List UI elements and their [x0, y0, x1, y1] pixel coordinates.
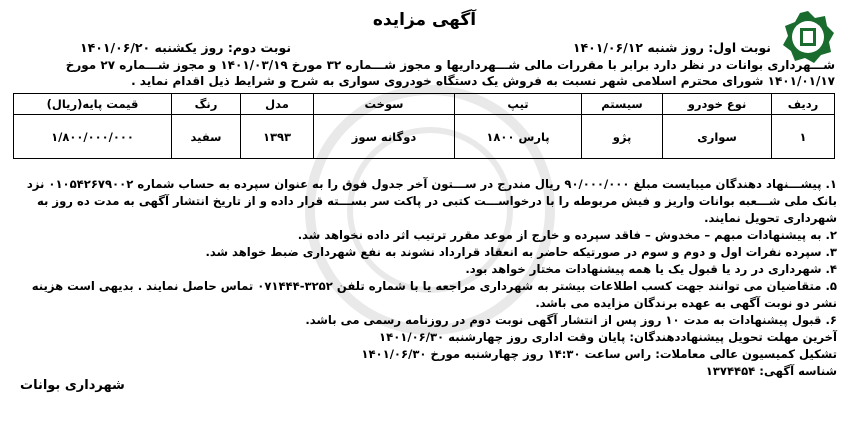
- second-notice-date: نوبت دوم: روز یکشنبه ۱۴۰۱/۰۶/۲۰: [80, 40, 292, 55]
- table-cell: ۱: [772, 115, 835, 159]
- table-row: [14, 115, 835, 159]
- table-cell: سواری: [663, 115, 772, 159]
- term-item: ۱. پیشـــنهاد دهندگان میبایست مبلغ ۹۰/۰۰۰/۰۰۰ ریال مندرج در ســـتون آخر جدول فوق را به عنوان سپرده به حساب شماره ۰۱۰۵۴۲۶۷۹۰۰۲ نزد بانک ملی شـــعبه بوانات واریز و فیش مربوطه را با درخواســـت کتبی در پاکت سر بســـته قرار داده و از تاریخ انتشار آگهی به مدت ده روز به شهرداری تحویل نمایند.: [26, 177, 837, 225]
- table-cell: پژو: [582, 115, 663, 159]
- commission-line: تشکیل کمیسیون عالی معاملات: راس ساعت ۱۴:۳۰ روز چهارشنبه مورخ ۱۴۰۱/۰۶/۳۰: [361, 347, 837, 361]
- terms-list: [10, 176, 837, 380]
- table-cell: پارس ۱۸۰۰: [455, 115, 582, 159]
- notice-id-line: شناسه آگهی: ۱۳۷۴۴۵۴: [705, 364, 837, 378]
- column-header: رنگ: [172, 94, 241, 115]
- table-cell: دوگانه سوز: [314, 115, 455, 159]
- column-header: سیستم: [582, 94, 663, 115]
- column-header: ردیف: [772, 94, 835, 115]
- column-header: نوع خودرو: [663, 94, 772, 115]
- intro-paragraph: شـــهرداری بوانات در نظر دارد برابر با مقررات مالی شـــهرداریها و مجوز شـــماره ۳۲ مورخ ۱۴۰۱/۰۳/۱۹ و مجوز شـــماره ۲۷ مورخ ۱۴۰۱/۰۱/۱۷ شورای محترم اسلامی شهر نسبت به فروش یک دستگاه خودروی سواری به شرح و شرایط ذیل اقدام نماید .: [65, 58, 835, 88]
- term-item: ۶. قبول پیشنهادات به مدت ۱۰ روز پس از انتشار آگهی نوبت دوم در روزنامه رسمی می باشد.: [305, 313, 837, 327]
- vehicle-table: [13, 93, 835, 159]
- page-title: آگهی مزایده: [372, 10, 477, 30]
- term-item: ۲. به پیشنهادات مبهم – مخدوش – فاقد سپرده و خارج از موعد مقرر ترتیب اثر داده نخواهد شد.: [297, 228, 837, 242]
- first-notice-date: نوبت اول: روز شنبه ۱۴۰۱/۰۶/۱۲: [572, 40, 771, 55]
- table-cell: ۱/۸۰۰/۰۰۰/۰۰۰: [14, 115, 172, 159]
- signature: شهرداری بوانات: [20, 378, 125, 393]
- column-header: قیمت پایه(ریال): [14, 94, 172, 115]
- table-cell: سفید: [172, 115, 241, 159]
- column-header: مدل: [241, 94, 314, 115]
- deadline-line: آخرین مهلت تحویل پیشنهاددهندگان: پایان وقت اداری روز چهارشنبه ۱۴۰۱/۰۶/۳۰: [379, 330, 837, 344]
- term-item: ۴. شهرداری در رد یا قبول یک یا همه پیشنهادات مختار خواهد بود.: [465, 262, 837, 276]
- table-header-row: [14, 94, 835, 115]
- table-cell: ۱۳۹۳: [241, 115, 314, 159]
- term-item: ۵. متقاضیان می توانند جهت کسب اطلاعات بیشتر به شهرداری مراجعه یا با شماره تلفن ۳۲۵۲-۰۷۱۴۴۴ تماس حاصل نمایند . بدیهی است هزینه نشر دو نوبت آگهی به عهده برندگان مزایده می باشد.: [31, 279, 837, 310]
- term-item: ۳. سپرده نفرات اول و دوم و سوم در صورتیکه حاضر به انعقاد قرارداد نشوند به نفع شهرداری ضبط خواهد شد.: [205, 245, 837, 259]
- column-header: تیپ: [455, 94, 582, 115]
- column-header: سوخت: [314, 94, 455, 115]
